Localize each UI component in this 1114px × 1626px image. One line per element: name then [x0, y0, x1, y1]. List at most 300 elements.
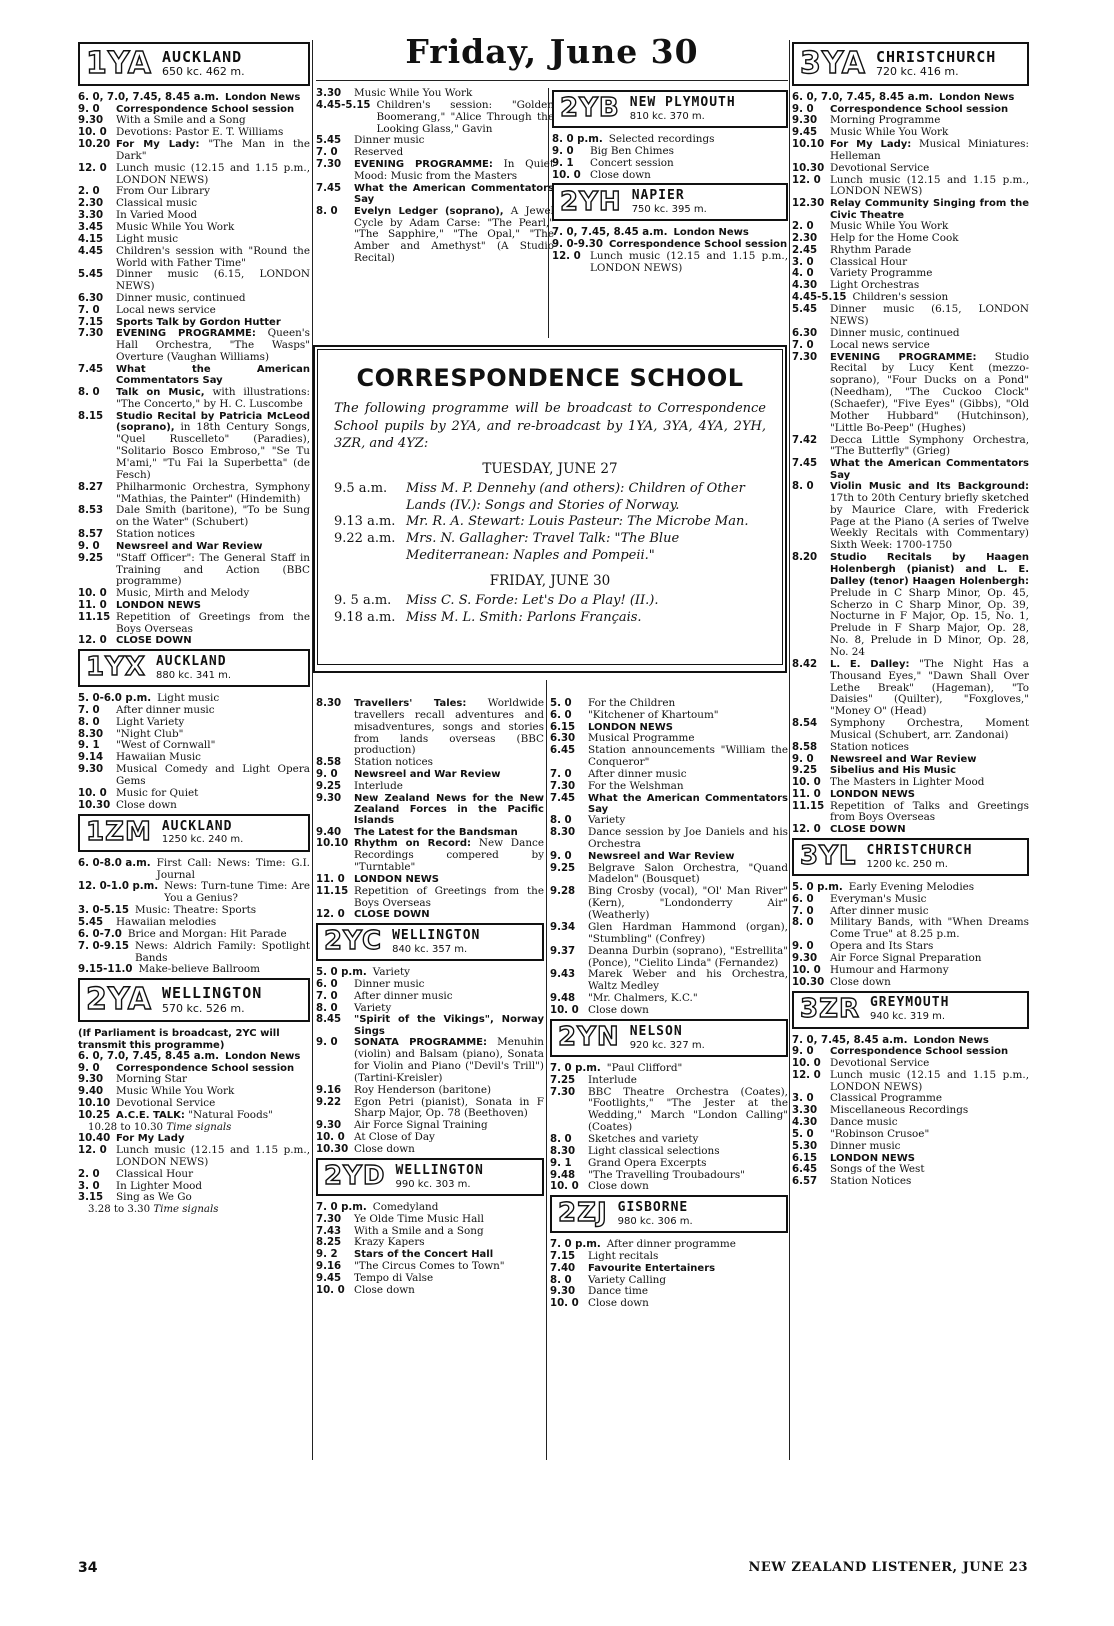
programme-entry	[550, 781, 788, 793]
programme-time: 9.16	[316, 1084, 342, 1096]
programme-time: 11. 0	[792, 788, 821, 800]
programme-list	[78, 693, 310, 812]
programme-entry	[316, 1226, 544, 1238]
programme-time: 9. 0	[550, 851, 572, 862]
programme-time: 3. 0	[78, 1180, 100, 1192]
station-frequency: 1200 kc. 250 m.	[866, 858, 948, 870]
programme-description: Lunch music (12.15 and 1.15 p.m., LONDON NEWS)	[830, 1068, 1029, 1093]
programme-description: The Masters in Lighter Mood	[830, 776, 985, 789]
programme-time: 7. 0 p.m.	[550, 1239, 601, 1251]
programme-list	[552, 134, 788, 181]
programme-description: Variety	[354, 1001, 392, 1014]
programme-entry	[550, 1146, 788, 1158]
programme-entry	[792, 304, 1029, 328]
programme-time: 8.58	[792, 741, 818, 753]
programme-time: 10. 0	[792, 964, 821, 976]
programme-entry	[316, 909, 544, 921]
station-header-2yn	[550, 1019, 788, 1057]
programme-description: Newsreel and War Review	[354, 769, 501, 781]
programme-description: London News	[938, 92, 1015, 103]
programme-description: Children's session: "Golden Boomerang," "Alice Through the Looking Glass," Gavin	[376, 98, 554, 135]
programme-time: 7. 0, 7.45, 8.45 a.m.	[552, 227, 668, 239]
programme-description: Music: Theatre: Sports	[134, 904, 257, 917]
programme-time: 9.25	[550, 862, 576, 874]
programme-time: 10.10	[78, 1097, 111, 1109]
column-rule	[312, 40, 313, 1460]
programme-time: 10. 0	[78, 787, 107, 799]
programme-time: 8.54	[792, 718, 818, 730]
programme-entry	[78, 305, 310, 317]
station-city: AUCKLAND	[161, 818, 233, 834]
programme-time: 8.30	[550, 827, 576, 839]
programme-entry	[792, 754, 1029, 766]
programme-description: Brice and Morgan: Hit Parade	[127, 927, 287, 940]
programme-time: 8. 0	[78, 386, 100, 398]
programme-description: Correspondence School session	[830, 1046, 1009, 1058]
programme-description: Close down	[354, 1283, 415, 1296]
programme-time: 9.30	[792, 115, 818, 127]
programme-time: 9.25	[316, 780, 342, 792]
programme-time: 3. 0	[792, 1093, 814, 1105]
station-header-2yd	[316, 1158, 544, 1196]
programme-entry	[78, 612, 310, 636]
programme-entry	[78, 163, 310, 187]
programme-entry	[550, 1181, 788, 1193]
programme-entry	[78, 929, 310, 941]
station-header-2yh	[552, 183, 788, 221]
programme-time: 9. 0	[552, 145, 574, 157]
programme-time: 8. 0	[316, 1002, 338, 1014]
programme-description: Close down	[116, 798, 177, 811]
programme-time: 8.27	[78, 481, 104, 493]
programme-time: 9.48	[550, 1169, 576, 1181]
programme-entry	[78, 881, 310, 905]
programme-entry	[316, 1214, 544, 1226]
programme-time: 10.10	[792, 138, 825, 150]
programme-list	[792, 1035, 1029, 1188]
programme-time: 6. 0	[550, 709, 572, 721]
programme-description: Light recitals	[588, 1250, 659, 1263]
programme-entry	[792, 718, 1029, 742]
programme-description: Studio Recitals by Haagen Holenbergh (pianist) and L. E. Dalley (tenor) Haagen Holenbergh: Prelude in C Sharp Minor, Op. 45, Scherzo in C Sharp Minor, Op. 39, Nocturne in F Major, Op. 15, No. 1, Prelude in F Sharp Major, Op. 28, No. 8, Prelude in D Minor, Op. 28, No. 24	[830, 552, 1029, 659]
programme-description: Make-believe Ballroom	[138, 963, 261, 976]
programme-entry	[550, 969, 788, 993]
programme-entry	[78, 964, 310, 976]
programme-entry	[316, 1202, 544, 1214]
programme-time: 9.15-11.0	[78, 964, 133, 976]
programme-description: Close down	[588, 1180, 649, 1193]
station-call-sign: 1YX	[86, 652, 146, 683]
programme-description: Decca Little Symphony Orchestra, "The Butterfly" (Grieg)	[830, 433, 1029, 458]
programme-entry	[78, 92, 310, 104]
programme-description: New Zealand News for the New Zealand Forces in the Pacific Islands	[354, 792, 544, 827]
programme-entry	[316, 135, 554, 147]
programme-description: Evelyn Ledger (soprano), A Jewel Cycle by Adam Carse: "The Pearl," "The Sapphire," "The Opal," "The Amber and Amethyst" (A Studio Recital)	[354, 204, 554, 265]
programme-description: Military Bands, with "When Dreams Come True" at 8.25 p.m.	[830, 916, 1029, 941]
programme-list	[550, 698, 788, 1017]
programme-description: "Robinson Crusoe"	[830, 1128, 930, 1140]
station-city: WELLINGTON	[161, 984, 263, 1003]
programme-description: Interlude	[588, 1073, 637, 1086]
programme-entry	[552, 158, 788, 170]
programme-description: Classical Hour	[830, 255, 908, 268]
programme-description: Relay Community Singing from the Civic Theatre	[830, 198, 1029, 221]
programme-entry	[316, 967, 544, 979]
programme-time: 8. 0	[316, 205, 338, 217]
programme-entry	[316, 793, 544, 827]
programme-time: 7.30	[550, 1086, 576, 1098]
programme-description: Light music	[157, 692, 220, 705]
programme-entry	[316, 1037, 544, 1084]
programme-time: 5. 0	[792, 1129, 814, 1140]
station-frequency: 840 kc. 357 m.	[392, 943, 468, 955]
programme-description: London News	[673, 227, 749, 239]
programme-time: 8.30	[316, 698, 342, 709]
programme-entry	[78, 858, 310, 882]
column-rule	[546, 680, 547, 1460]
page-number: 34	[78, 1560, 98, 1576]
programme-list	[792, 882, 1029, 989]
programme-description: Sing as We Go	[116, 1191, 192, 1204]
programme-description: Dance music	[830, 1116, 898, 1129]
programme-time: 9. 0	[78, 541, 100, 553]
programme-entry	[78, 139, 310, 163]
programme-time: 10.30	[792, 162, 825, 174]
programme-entry	[316, 183, 554, 206]
programme-description: Dinner music, continued	[116, 292, 246, 305]
programme-description: For the Children	[588, 698, 676, 709]
programme-time: 7. 0	[316, 990, 338, 1002]
station-header-3zr	[792, 991, 1029, 1029]
programme-description: News: Aldrich Family: Spotlight Bands	[134, 939, 310, 964]
programme-time: 11.15	[316, 885, 349, 897]
programme-description: Children's session with "Round the World with Father Time"	[116, 244, 310, 269]
correspondence-school-title: CORRESPONDENCE SCHOOL	[356, 364, 744, 392]
column-4	[792, 40, 1029, 1460]
programme-description: Close down	[590, 168, 651, 181]
programme-entry	[78, 505, 310, 529]
programme-list	[316, 698, 544, 921]
programme-description: "Night Club"	[116, 727, 184, 740]
programme-description: London News	[224, 92, 301, 103]
station-city: GREYMOUTH	[869, 995, 950, 1011]
programme-description: Correspondence School session	[608, 239, 788, 251]
column-2-bottom	[316, 698, 544, 1508]
programme-time: 9. 0	[78, 1062, 100, 1074]
programme-time: 2. 0	[78, 186, 100, 198]
programme-entry	[792, 352, 1029, 435]
programme-description: Light Orchestras	[830, 279, 920, 292]
programme-time: 4.45-5.15	[792, 292, 847, 304]
programme-time: 9. 1	[550, 1157, 572, 1169]
programme-description: Studio Recital by Patricia McLeod (soprano), in 18th Century Songs, "Quel Ruscelleto" (Paradies), "Solitario Bosco Embroso," "Se Tu M'ami," "Tu Fai la Superbetta" (de Fesch)	[116, 410, 310, 481]
correspondence-day-heading: TUESDAY, JUNE 27	[482, 460, 618, 477]
programme-time: 7.45	[792, 458, 818, 470]
programme-description: Correspondence School session	[830, 103, 1009, 115]
station-frequency: 1250 kc. 240 m.	[161, 834, 244, 846]
programme-time: 6.45	[792, 1164, 818, 1176]
programme-description: Devotional Service	[830, 1056, 930, 1069]
column-rule	[789, 40, 790, 1460]
programme-time: 12.30	[792, 198, 825, 210]
programme-description: From Our Library	[116, 185, 210, 198]
programme-description: What the American Commentators Say	[588, 792, 788, 816]
programme-time: 10.25	[78, 1109, 111, 1121]
correspondence-description: Miss M. L. Smith: Parlons Français.	[406, 609, 642, 625]
programme-description: Roy Henderson (baritone)	[354, 1083, 492, 1096]
programme-description: After dinner programme	[606, 1238, 736, 1251]
correspondence-item	[334, 481, 766, 515]
programme-entry	[316, 979, 544, 991]
programme-time: 7.40	[550, 1262, 576, 1274]
programme-description: Dinner music (6.15, LONDON NEWS)	[116, 268, 310, 293]
programme-description: Classical music	[116, 197, 198, 210]
station-header-1ya	[78, 42, 310, 86]
programme-entry	[792, 659, 1029, 718]
programme-time: 6.30	[550, 733, 576, 745]
correspondence-description: Miss M. P. Dennehy (and others): Children of Other Lands (IV.): Songs and Stories of Norway.	[406, 480, 745, 513]
programme-time: 11. 0	[316, 874, 345, 886]
programme-entry	[792, 1035, 1029, 1047]
programme-time: 7.15	[78, 316, 104, 328]
programme-entry	[792, 742, 1029, 754]
programme-time: 6. 0-8.0 a.m.	[78, 857, 151, 869]
station-header-2ya	[78, 978, 310, 1022]
programme-entry	[78, 246, 310, 270]
programme-description: Devotions: Pastor E. T. Williams	[116, 126, 284, 139]
programme-description: The Latest for the Bandsman	[354, 826, 518, 838]
programme-entry	[792, 435, 1029, 459]
programme-description: Correspondence School session	[116, 103, 295, 115]
programme-time: 9.30	[792, 953, 818, 965]
programme-description: Help for the Home Cook	[830, 231, 959, 244]
programme-description: Lunch music (12.15 and 1.15 p.m., LONDON NEWS)	[116, 161, 310, 186]
programme-time: 10. 0	[552, 169, 581, 181]
programme-entry	[316, 1014, 544, 1037]
programme-time: 9.14	[78, 752, 104, 764]
programme-entry	[78, 234, 310, 246]
programme-description: Close down	[588, 1003, 649, 1016]
station-frequency: 990 kc. 303 m.	[395, 1178, 471, 1190]
programme-time: 6. 0	[792, 893, 814, 905]
programme-description: Dinner music	[354, 134, 425, 147]
programme-description: After dinner music	[354, 989, 453, 1002]
correspondence-time: 9.13 a.m.	[334, 514, 396, 530]
programme-description: Sports Talk by Gordon Hutter	[116, 316, 281, 328]
station-frequency: 810 kc. 370 m.	[629, 110, 705, 122]
programme-time: 10. 0	[550, 1004, 579, 1016]
programme-time: 12. 0	[792, 1069, 821, 1081]
station-call-sign: 2YD	[324, 1160, 386, 1191]
programme-description: London News	[913, 1034, 989, 1046]
programme-time: 7. 0-9.15	[78, 940, 129, 952]
programme-list	[78, 858, 310, 977]
programme-description: EVENING PROGRAMME: In Quiet Mood: Music from the Masters	[354, 158, 554, 183]
station-call-sign: 3YA	[800, 45, 866, 81]
page-headline: Friday, June 30	[405, 32, 699, 71]
programme-entry	[550, 1263, 788, 1275]
programme-time: 9.40	[316, 826, 342, 838]
programme-description: London News	[224, 1051, 301, 1063]
programme-time: 9.25	[78, 552, 104, 564]
programme-entry	[550, 1286, 788, 1298]
programme-list	[78, 1051, 310, 1122]
programme-description: Music While You Work	[354, 88, 473, 99]
programme-description: LONDON NEWS	[830, 788, 915, 800]
station-city: WELLINGTON	[395, 1162, 484, 1178]
programme-description: Close down	[830, 975, 891, 988]
programme-time: 9.30	[78, 764, 104, 776]
programme-time: 3.15	[78, 1192, 104, 1204]
programme-entry	[78, 1051, 310, 1063]
programme-entry	[316, 1097, 544, 1121]
programme-description: Grand Opera Excerpts	[588, 1156, 707, 1169]
programme-entry	[792, 328, 1029, 340]
programme-entry	[550, 827, 788, 851]
programme-description: "Paul Clifford"	[606, 1061, 683, 1074]
programme-description: Music, Mirth and Melody	[116, 587, 250, 600]
programme-description: Dance time	[588, 1285, 648, 1298]
programme-description: Air Force Signal Training	[354, 1119, 488, 1132]
programme-time: 7.45	[78, 364, 104, 376]
programme-description: Miscellaneous Recordings	[830, 1104, 969, 1117]
programme-time: 9. 1	[78, 740, 100, 752]
programme-description: Close down	[588, 1297, 649, 1310]
programme-description: EVENING PROGRAMME: Queen's Hall Orchestra, "The Wasps" Overture (Vaughan Williams)	[116, 327, 310, 364]
programme-time: 9.30	[78, 115, 104, 127]
programme-entry	[792, 824, 1029, 836]
programme-time: 10.30	[792, 976, 825, 988]
programme-entry	[792, 1058, 1029, 1070]
programme-description: Dance session by Joe Daniels and his Orchestra	[588, 826, 788, 851]
station-frequency: 720 kc. 416 m.	[875, 65, 959, 79]
programme-time: 10. 0	[792, 777, 821, 789]
programme-description: Musical Comedy and Light Opera Gems	[116, 763, 310, 788]
programme-time: 7. 0	[78, 305, 100, 316]
programme-description: Hawaiian Music	[116, 751, 201, 764]
station-frequency: 750 kc. 395 m.	[631, 204, 707, 216]
programme-entry	[78, 222, 310, 234]
programme-description: Violin Music and Its Background: 17th to 20th Century briefly sketched by Maurice Clare, with Frederick Page at the Piano (A series of Twelve Weekly Recitals with Commentary) Sixth Week: 1700-1750	[830, 481, 1029, 552]
programme-description: LONDON NEWS	[116, 600, 201, 612]
programme-description: Deanna Durbin (soprano), "Estrellita" (Ponce), "Cielito Linda" (Fernandez)	[588, 944, 788, 969]
programme-entry	[792, 552, 1029, 659]
correspondence-time: 9. 5 a.m.	[334, 593, 392, 609]
programme-description: "The Travelling Troubadours"	[588, 1168, 745, 1181]
programme-entry	[78, 411, 310, 482]
programme-time: 5. 0 p.m.	[792, 881, 843, 893]
programme-time: 4.15	[78, 233, 104, 245]
correspondence-description: Mrs. N. Gallagher: Travel Talk: "The Blue Mediterranean: Naples and Pompeii."	[406, 531, 680, 564]
programme-description: SONATA PROGRAMME: Menuhin (violin) and Balsam (piano), Sonata for Violin and Piano ("Devil's Trill") (Tartini-Kreisler)	[354, 1036, 544, 1084]
programme-time: 5.45	[78, 269, 104, 281]
programme-time: 8.42	[792, 658, 818, 670]
programme-entry	[78, 764, 310, 788]
programme-entry	[316, 100, 554, 136]
programme-description: After dinner music	[116, 703, 215, 716]
programme-description: Station notices	[116, 528, 195, 541]
programme-description: Music While You Work	[830, 126, 949, 139]
programme-time: 8. 0	[792, 917, 814, 929]
station-header-1yx	[78, 649, 310, 687]
station-frequency: 570 kc. 526 m.	[161, 1001, 245, 1015]
programme-list	[550, 1239, 788, 1310]
programme-time: 3.30	[78, 210, 104, 222]
programme-description: Stars of the Concert Hall	[354, 1249, 494, 1261]
programme-description: "West of Cornwall"	[116, 739, 216, 752]
programme-time: 9.22	[316, 1096, 342, 1108]
programme-time: 8.53	[78, 505, 104, 517]
programme-entry	[316, 991, 544, 1003]
programme-time: 6.57	[792, 1176, 818, 1188]
programme-time: 12. 0	[792, 824, 821, 836]
programme-description: Close down	[354, 1142, 415, 1155]
programme-entry	[316, 1003, 544, 1015]
programme-entry	[792, 917, 1029, 941]
programme-description: Local news service	[116, 304, 216, 316]
programme-description: Comedyland	[372, 1200, 439, 1213]
programme-time: 10. 0	[316, 1132, 345, 1144]
correspondence-items	[334, 593, 766, 627]
programme-entry	[792, 481, 1029, 552]
programme-description: Bing Crosby (vocal), "Ol' Man River" (Kern), "Londonderry Air" (Weatherly)	[588, 885, 788, 922]
programme-description: At Close of Day	[354, 1131, 435, 1144]
programme-time: 9. 1	[552, 157, 574, 169]
station-city: AUCKLAND	[155, 653, 227, 669]
programme-description: Light Variety	[116, 715, 185, 728]
programme-description: Repetition of Talks and Greetings from Boys Overseas	[830, 799, 1029, 824]
station-city: WELLINGTON	[392, 927, 481, 943]
station-frequency: 880 kc. 341 m.	[155, 669, 232, 681]
correspondence-description: Miss C. S. Forde: Let's Do a Play! (II.).	[406, 593, 659, 609]
programme-description: Music While You Work	[116, 220, 235, 233]
programme-description: CLOSE DOWN	[116, 635, 192, 647]
programme-time: 8.30	[550, 1145, 576, 1157]
station-header-2yb	[552, 90, 788, 128]
programme-time: 7.30	[316, 159, 342, 171]
programme-description: News: Turn-tune Time: Are You a Genius?	[164, 880, 310, 905]
programme-description: After dinner music	[830, 904, 929, 917]
programme-time: 9. 0	[316, 769, 338, 781]
programme-description: Music for Quiet	[116, 786, 199, 799]
station-city: GISBORNE	[617, 1200, 689, 1216]
programme-entry	[550, 1087, 788, 1134]
programme-description: With a Smile and a Song	[116, 114, 246, 127]
programme-time: 8.30	[78, 728, 104, 740]
programme-time: 9.30	[78, 1074, 104, 1086]
correspondence-time: 9.5 a.m.	[334, 480, 388, 496]
programme-list	[316, 88, 554, 265]
programme-entry	[792, 245, 1029, 257]
programme-description: Songs of the West	[830, 1163, 925, 1176]
correspondence-item	[334, 610, 766, 627]
programme-list	[792, 92, 1029, 836]
programme-entry	[78, 1169, 310, 1181]
programme-time: 7. 0	[792, 905, 814, 917]
programme-entry	[792, 139, 1029, 163]
programme-time: 10. 0	[550, 1298, 579, 1310]
programme-description: Lunch music (12.15 and 1.15 p.m., LONDON NEWS)	[116, 1143, 310, 1168]
programme-description: Dinner music (6.15, LONDON NEWS)	[830, 303, 1029, 327]
programme-entry	[316, 838, 544, 874]
programme-time: 10.10	[316, 838, 349, 850]
programme-description: For My Lady: Musical Miniatures: Helleman	[830, 137, 1029, 162]
programme-time: 8. 0 p.m.	[552, 134, 603, 145]
programme-description: LONDON NEWS	[588, 721, 673, 733]
programme-entry	[550, 993, 788, 1005]
programme-time: 6. 0, 7.0, 7.45, 8.45 a.m.	[792, 92, 933, 103]
programme-time: 6.15	[550, 721, 576, 733]
